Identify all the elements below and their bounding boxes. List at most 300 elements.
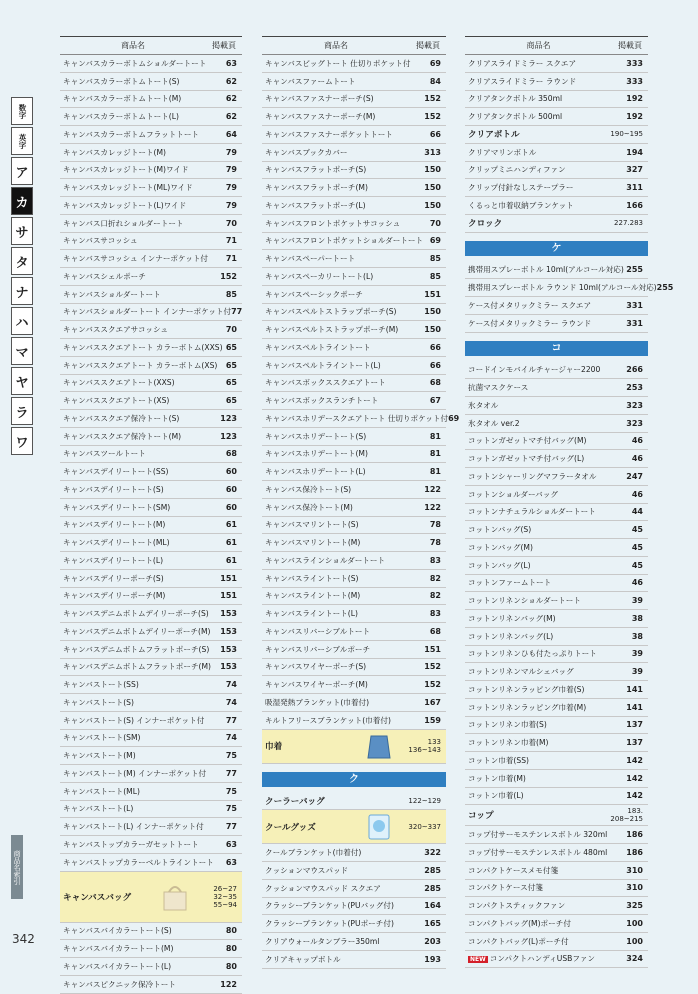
item-name: キャンバストート(L) インナーポケット付 xyxy=(63,822,204,832)
item-page: 153 xyxy=(220,644,237,654)
item-page: 78 xyxy=(429,520,441,530)
item-name: キャンバスフラットポーチ(M) xyxy=(265,183,368,193)
item-name: キャンバスデニムボトムフラットポーチ(M) xyxy=(63,662,212,672)
item-page: 255 xyxy=(626,265,643,275)
item-page: 80 xyxy=(225,961,237,971)
index-row xyxy=(262,55,446,73)
index-row xyxy=(465,592,648,610)
index-row xyxy=(465,844,648,862)
item-name: キャンバスカラーボトムトート(M) xyxy=(63,94,182,104)
item-name: キャンバスホリデートート(S) xyxy=(265,431,367,441)
index-row xyxy=(262,499,446,517)
item-page: 70 xyxy=(429,218,441,228)
item-name: キャンバストート(ML) xyxy=(63,786,140,796)
index-row xyxy=(465,770,648,788)
item-name: コットン巾着(SS) xyxy=(468,755,529,765)
index-row xyxy=(465,539,648,557)
kana-tab[interactable]: ハ xyxy=(11,307,33,335)
item-page: 74 xyxy=(225,697,237,707)
index-row xyxy=(262,712,446,730)
index-row xyxy=(262,108,446,126)
item-page: 137 xyxy=(626,738,643,748)
item-name: コットンリネン巾着(S) xyxy=(468,720,547,730)
item-page: 159 xyxy=(424,715,441,725)
item-name: くるっと巾着収納ブランケット xyxy=(468,200,574,210)
index-row xyxy=(465,262,648,280)
item-page: 65 xyxy=(225,342,237,352)
index-row xyxy=(262,162,446,180)
item-name: キャンバスホリデースクエアトート 仕切りポケット付 xyxy=(265,413,449,423)
index-row xyxy=(60,144,242,162)
index-row xyxy=(262,73,446,91)
item-page: 77 xyxy=(225,822,237,832)
item-name: ケース付メタリックミラー スクエア xyxy=(468,300,592,310)
item-page: 62 xyxy=(225,112,237,122)
index-row xyxy=(262,126,446,144)
index-row xyxy=(60,446,242,464)
index-row xyxy=(262,694,446,712)
item-name: コンパクトバッグ(M)ポーチ付 xyxy=(468,918,571,928)
index-row xyxy=(60,162,242,180)
item-page: 38 xyxy=(631,631,643,641)
item-page: 266 xyxy=(626,365,643,375)
item-page: 62 xyxy=(225,94,237,104)
item-name: キャンバストート(M) インナーポケット付 xyxy=(63,768,207,778)
index-row xyxy=(262,641,446,659)
index-row xyxy=(60,694,242,712)
index-row xyxy=(60,676,242,694)
index-row xyxy=(465,880,648,898)
item-name: キャンバスライントート(S) xyxy=(265,573,359,583)
item-name: キャンバス口折れショルダートート xyxy=(63,218,184,228)
new-badge: NEW xyxy=(470,956,486,964)
item-page: 151 xyxy=(220,573,237,583)
index-row xyxy=(60,499,242,517)
item-page: 61 xyxy=(225,520,237,530)
item-page: 80 xyxy=(225,926,237,936)
index-row xyxy=(465,91,648,109)
item-name: 吸湿発熱ブランケット(巾着付) xyxy=(265,697,370,707)
index-row xyxy=(465,663,648,681)
index-row xyxy=(465,215,648,233)
item-page: 79 xyxy=(225,147,237,157)
item-name: クリアキャップボトル xyxy=(265,954,341,964)
item-page: 77 xyxy=(225,715,237,725)
item-page: 247 xyxy=(626,471,643,481)
item-name: キャンバスカレッジトート(ML)ワイド xyxy=(63,183,193,193)
item-page: 60 xyxy=(225,502,237,512)
index-row xyxy=(465,699,648,717)
column-header: 商品名 掲載頁 xyxy=(262,36,446,55)
item-page: 68 xyxy=(429,378,441,388)
item-name: コードインモバイルチャージャー2200 xyxy=(468,365,601,375)
item-name: キャンバスフロントポケットサコッシュ xyxy=(265,218,401,228)
kana-tab[interactable]: ナ xyxy=(11,277,33,305)
index-row xyxy=(465,73,648,91)
index-row xyxy=(60,108,242,126)
item-name: コットンリネンバッグ(L) xyxy=(468,631,554,641)
item-page: 165 xyxy=(424,919,441,929)
index-row xyxy=(60,126,242,144)
item-page: 327 xyxy=(626,165,643,175)
index-row xyxy=(262,880,446,898)
item-page: 70 xyxy=(225,218,237,228)
item-name: キャンバスカラーボトムショルダートート xyxy=(63,58,207,68)
index-row xyxy=(262,91,446,109)
index-row xyxy=(262,676,446,694)
index-row xyxy=(262,321,446,339)
item-name: クリップミニハンディファン xyxy=(468,165,566,175)
item-page: 310 xyxy=(626,883,643,893)
item-name: コットン巾着(L) xyxy=(468,791,524,801)
item-name: コットン巾着(M) xyxy=(468,773,526,783)
index-column-1 xyxy=(60,36,242,994)
item-page: 80 xyxy=(225,944,237,954)
item-name: キャンバスワイヤーポーチ(M) xyxy=(265,680,368,690)
item-page: 100 xyxy=(626,918,643,928)
item-page: 82 xyxy=(429,591,441,601)
item-page: 150 xyxy=(424,200,441,210)
item-page: 152 xyxy=(220,271,237,281)
index-row xyxy=(465,468,648,486)
item-page: 75 xyxy=(225,786,237,796)
index-row xyxy=(60,552,242,570)
item-page: 45 xyxy=(631,560,643,570)
item-name: キャンバススクエアサコッシュ xyxy=(63,325,169,335)
index-row xyxy=(465,486,648,504)
item-name: キャンバスペルトストラップポーチ(M) xyxy=(265,325,399,335)
item-page: 285 xyxy=(424,865,441,875)
item-page: 77 xyxy=(225,768,237,778)
item-name: キャンバスバイカラートート(S) xyxy=(63,926,172,936)
highlight-row-kinchaku: 巾着 133 136~143 xyxy=(262,730,446,764)
item-page: 323 xyxy=(626,418,643,428)
item-name: キャンバスペーシックポーチ xyxy=(265,289,363,299)
item-page: 167 xyxy=(424,697,441,707)
index-row xyxy=(465,826,648,844)
item-name: コットンリネンひも付たっぷりトート xyxy=(468,649,597,659)
index-row xyxy=(262,481,446,499)
item-page: 78 xyxy=(429,538,441,548)
index-row xyxy=(262,933,446,951)
index-row xyxy=(465,734,648,752)
index-row xyxy=(60,179,242,197)
kana-tab[interactable]: カ xyxy=(11,187,33,215)
index-row xyxy=(465,126,648,144)
item-name: キャンバスファームトート xyxy=(265,76,356,86)
item-name: 氷タオル xyxy=(468,400,499,410)
index-row xyxy=(262,197,446,215)
index-row xyxy=(262,375,446,393)
item-name: キャンバスデイリートート(SS) xyxy=(63,467,169,477)
item-name: キャンバスペルトライントート xyxy=(265,342,371,352)
item-page: 122 xyxy=(424,484,441,494)
index-row xyxy=(60,481,242,499)
item-page: 186 xyxy=(626,830,643,840)
index-row xyxy=(60,958,242,976)
index-row xyxy=(262,898,446,916)
item-page: 151 xyxy=(424,289,441,299)
index-row xyxy=(60,339,242,357)
item-name: キャンバスファスナーポーチ(S) xyxy=(265,94,374,104)
item-page: 192 xyxy=(626,94,643,104)
index-row xyxy=(262,951,446,969)
item-name: ケース付メタリックミラー ラウンド xyxy=(468,318,592,328)
index-row xyxy=(60,712,242,730)
item-page: 61 xyxy=(225,538,237,548)
item-name: キャンバスマリントート(S) xyxy=(265,520,359,530)
index-row xyxy=(60,783,242,801)
index-row xyxy=(465,610,648,628)
item-page: 150 xyxy=(424,183,441,193)
item-name: キャンバスペーカリートート(L) xyxy=(265,271,374,281)
kana-tab[interactable]: マ xyxy=(11,337,33,365)
index-row xyxy=(262,357,446,375)
kana-tab[interactable]: 英字 xyxy=(11,127,33,155)
index-row xyxy=(60,392,242,410)
item-name: キャンバスフラットポーチ(L) xyxy=(265,200,366,210)
item-name: コンパクトバッグ(L)ポーチ付 xyxy=(468,936,569,946)
item-name: キャンバスラインショルダートート xyxy=(265,555,386,565)
index-row xyxy=(262,659,446,677)
item-page: 63 xyxy=(225,857,237,867)
item-page: 46 xyxy=(631,454,643,464)
item-name: キャンバスデイリートート(M) xyxy=(63,520,166,530)
kana-tab[interactable]: タ xyxy=(11,247,33,275)
index-row xyxy=(262,410,460,428)
item-name: キャンバスデイリーポーチ(S) xyxy=(63,573,164,583)
item-page: 164 xyxy=(424,901,441,911)
item-name: キャンバスファスナーポーチ(M) xyxy=(265,112,376,122)
index-row xyxy=(262,339,446,357)
item-name: コットンリネンマルシェバッグ xyxy=(468,667,574,677)
item-name: キャンバススクエアトート カラーボトム(XS) xyxy=(63,360,218,370)
item-name: 携帯用スプレーボトル 10ml(アルコール対応) xyxy=(468,265,624,275)
item-page: 123 xyxy=(220,413,237,423)
kana-tab[interactable]: 数字 xyxy=(11,97,33,125)
item-name: キャンバスペルトストラップポーチ(S) xyxy=(265,307,397,317)
item-name: キャンバスカラーボトムトート(L) xyxy=(63,112,179,122)
item-page: 45 xyxy=(631,542,643,552)
item-name: キャンバススクエアトート(XS) xyxy=(63,396,170,406)
index-column-3 xyxy=(465,36,674,968)
item-name: コットンガゼットマチ付バッグ(M) xyxy=(468,436,587,446)
item-name: キャンバスデイリートート(SM) xyxy=(63,502,171,512)
index-row-new: NEW コンパクトハンディUSBファン 324 xyxy=(465,951,648,969)
item-page: 333 xyxy=(626,58,643,68)
index-row xyxy=(465,521,648,539)
item-page: 322 xyxy=(424,848,441,858)
kana-tab[interactable]: サ xyxy=(11,217,33,245)
item-page: 69 xyxy=(429,236,441,246)
item-name: クリアボトル xyxy=(468,130,520,141)
item-page: 331 xyxy=(626,300,643,310)
item-page: 60 xyxy=(225,467,237,477)
item-name: 抗菌マスクケース xyxy=(468,383,529,393)
index-label: 商品名索引 xyxy=(11,835,23,899)
item-page: 65 xyxy=(225,360,237,370)
index-row xyxy=(262,588,446,606)
item-page: 74 xyxy=(225,680,237,690)
kana-tab[interactable]: ヤ xyxy=(11,367,33,395)
item-name: コットンナチュラルショルダートート xyxy=(468,507,596,517)
item-name: クリアスライドミラー スクエア xyxy=(468,58,577,68)
item-page: 45 xyxy=(631,525,643,535)
item-page: 66 xyxy=(429,129,441,139)
index-row xyxy=(60,801,242,819)
index-row xyxy=(465,144,648,162)
item-name: キャンバスデイリートート(S) xyxy=(63,484,164,494)
index-row xyxy=(262,534,446,552)
section-header-ko: コ xyxy=(465,341,648,356)
item-name: コップ付サーモステンレスボトル 320ml xyxy=(468,830,608,840)
item-page: 123 xyxy=(220,431,237,441)
index-row xyxy=(465,646,648,664)
item-page: 203 xyxy=(424,936,441,946)
index-row xyxy=(60,304,242,322)
index-row xyxy=(60,534,242,552)
column-header: 商品名 掲載頁 xyxy=(465,36,648,55)
item-page: 194 xyxy=(626,147,643,157)
item-page: 39 xyxy=(631,649,643,659)
item-page: 141 xyxy=(626,702,643,712)
section-header-ku: ク xyxy=(262,772,446,787)
item-page: 85 xyxy=(429,254,441,264)
index-row xyxy=(262,304,446,322)
item-page: 64 xyxy=(225,129,237,139)
item-page: 122 xyxy=(424,502,441,512)
highlight-row-cool-goods: クールグッズ 320~337 xyxy=(262,810,446,844)
item-name: キャンバスデニムボトムデイリーポーチ(M) xyxy=(63,626,211,636)
item-page: 122 xyxy=(220,979,237,989)
item-name: キャンバスカレッジトート(L)ワイド xyxy=(63,200,187,210)
index-row xyxy=(465,628,648,646)
index-row xyxy=(60,765,242,783)
item-name: キャンバスショルダートート xyxy=(63,289,161,299)
item-name: 氷タオル ver.2 xyxy=(468,418,520,428)
item-page: 71 xyxy=(225,236,237,246)
item-page: 63 xyxy=(225,839,237,849)
item-page: 46 xyxy=(631,578,643,588)
item-name: キャンバスホリデートート(M) xyxy=(265,449,368,459)
item-name: クリアウォールタンブラー350ml xyxy=(265,936,380,946)
item-name: キャンバス保冷トート(S) xyxy=(265,484,352,494)
item-name: コットンリネンラッピング巾着(M) xyxy=(468,702,587,712)
item-page: 69 xyxy=(429,58,441,68)
column-header: 商品名 掲載頁 xyxy=(60,36,242,55)
item-page: 137 xyxy=(626,720,643,730)
index-row xyxy=(60,428,242,446)
index-row xyxy=(60,641,242,659)
index-row xyxy=(60,730,242,748)
index-row xyxy=(465,788,648,806)
item-page: 142 xyxy=(626,755,643,765)
item-name: キャンバスデニムボトムデイリーポーチ(S) xyxy=(63,609,209,619)
index-row xyxy=(60,747,242,765)
item-page: 81 xyxy=(429,467,441,477)
index-row xyxy=(60,286,242,304)
item-page: 153 xyxy=(220,662,237,672)
index-row xyxy=(465,862,648,880)
item-name: キャンバスワイヤーポーチ(S) xyxy=(265,662,367,672)
item-name: キャンバスデニムボトムフラットポーチ(S) xyxy=(63,644,210,654)
item-name: キャンバスペルトライントート(L) xyxy=(265,360,381,370)
index-row xyxy=(465,397,648,415)
index-row xyxy=(465,681,648,699)
item-page: 313 xyxy=(424,147,441,157)
index-row xyxy=(60,91,242,109)
index-row xyxy=(60,233,242,251)
item-name: クロック xyxy=(468,219,503,230)
item-page: 285 xyxy=(424,883,441,893)
item-name: キャンバスファスナーポケットトート xyxy=(265,129,393,139)
item-name: キャンバスペーパートート xyxy=(265,254,356,264)
item-name: キャンバスカラーボトムトート(S) xyxy=(63,76,180,86)
item-page: 70 xyxy=(225,325,237,335)
index-row xyxy=(262,179,446,197)
kana-tab[interactable]: ア xyxy=(11,157,33,185)
item-name: キャンバスピクニック保冷トート xyxy=(63,979,176,989)
item-name: キャンバストップカラーガセットトート xyxy=(63,839,199,849)
item-name: キャンバスホリデートート(L) xyxy=(265,467,366,477)
item-name: コットンバッグ(S) xyxy=(468,525,532,535)
item-page: 46 xyxy=(631,489,643,499)
item-page: 325 xyxy=(626,901,643,911)
index-row xyxy=(262,392,446,410)
item-page: 66 xyxy=(429,360,441,370)
item-name: クラッシーブランケット(PUバッグ付) xyxy=(265,901,394,911)
kana-tab[interactable]: ワ xyxy=(11,427,33,455)
section-header-ke: ケ xyxy=(465,241,648,256)
item-page: 253 xyxy=(626,383,643,393)
item-name: キャンバスリバーシブルトート xyxy=(265,626,371,636)
index-row xyxy=(465,504,648,522)
item-page: 153 xyxy=(220,609,237,619)
item-name: コップ xyxy=(468,811,494,822)
index-row xyxy=(60,605,242,623)
index-row xyxy=(262,144,446,162)
kana-tab[interactable]: ラ xyxy=(11,397,33,425)
item-page: 141 xyxy=(626,684,643,694)
index-row xyxy=(465,279,674,297)
item-name: キャンバスバイカラートート(L) xyxy=(63,961,172,971)
index-row xyxy=(60,55,242,73)
item-name: キャンバスボックススクエアトート xyxy=(265,378,386,388)
item-page: 69 xyxy=(448,413,460,423)
item-page: 311 xyxy=(626,183,643,193)
item-page: 38 xyxy=(631,613,643,623)
index-row xyxy=(465,897,648,915)
index-row xyxy=(60,321,242,339)
item-page: 323 xyxy=(626,400,643,410)
item-name: キャンバスデイリーポーチ(M) xyxy=(63,591,166,601)
item-page: 192 xyxy=(626,112,643,122)
index-row xyxy=(60,357,242,375)
item-page: 82 xyxy=(429,573,441,583)
item-name: キャンバスカレッジトート(M)ワイド xyxy=(63,165,189,175)
index-row xyxy=(465,415,648,433)
item-name: キャンバスブックカバー xyxy=(265,147,348,157)
item-name: キャンバスビッグトート 仕切りポケット付 xyxy=(265,58,411,68)
index-row xyxy=(60,517,242,535)
item-name: キャンバススクエアトート(XXS) xyxy=(63,378,175,388)
index-row xyxy=(262,517,446,535)
item-page: 75 xyxy=(225,751,237,761)
index-row xyxy=(465,752,648,770)
item-page: 193 xyxy=(424,954,441,964)
item-page: 150 xyxy=(424,165,441,175)
index-row xyxy=(465,717,648,735)
